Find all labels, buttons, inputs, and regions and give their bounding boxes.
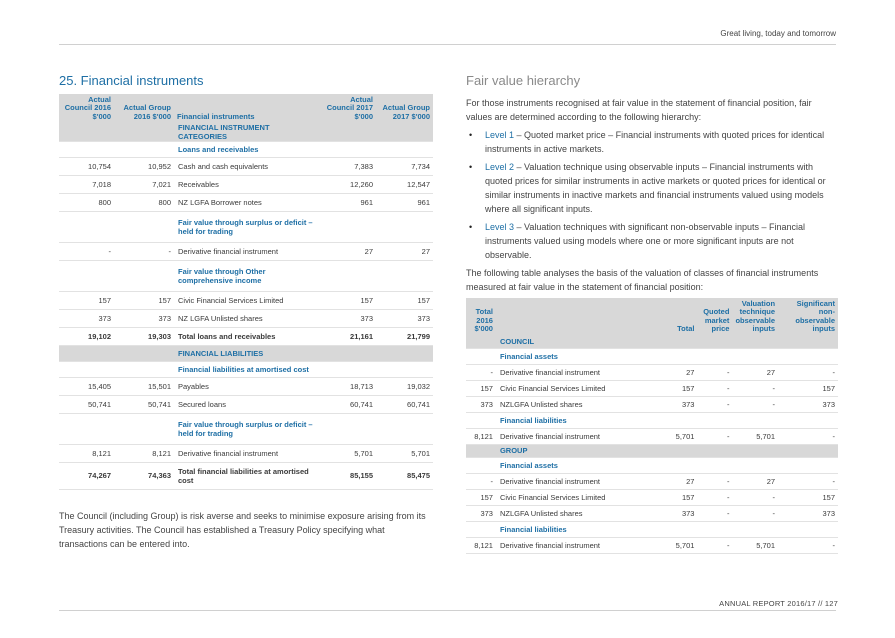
quoted-market-price-value: - bbox=[697, 489, 732, 505]
total-2016-value: 8,121 bbox=[466, 428, 496, 444]
empty-cell bbox=[114, 260, 174, 291]
subheading-label: Financial liabilities bbox=[496, 521, 666, 537]
table-row bbox=[59, 361, 433, 377]
table-row bbox=[59, 413, 433, 444]
valuation-technique-value: - bbox=[732, 505, 778, 521]
instrument-label: Total loans and receivables bbox=[174, 327, 318, 345]
table-intro: The following table analyses the basis of the valuation of classes of financial instruments measured at fair value in the statement of financial position: bbox=[466, 268, 819, 292]
table-header-row bbox=[59, 94, 433, 123]
empty-cell bbox=[466, 335, 496, 348]
valuation-technique-value: 5,701 bbox=[732, 428, 778, 444]
empty-cell bbox=[732, 335, 778, 348]
council-2017-value: 27 bbox=[318, 242, 376, 260]
empty-cell bbox=[318, 413, 376, 444]
col-header-council-2016: Actual Council 2016 $'000 bbox=[59, 94, 114, 123]
fair-value-title: Fair value hierarchy bbox=[466, 73, 581, 88]
council-2016-value: - bbox=[59, 242, 114, 260]
total-value: 5,701 bbox=[665, 537, 697, 553]
subheading-label: Financial assets bbox=[496, 348, 666, 364]
empty-cell bbox=[318, 123, 376, 142]
fair-value-table bbox=[466, 298, 838, 554]
council-2017-value: 60,741 bbox=[318, 395, 376, 413]
empty-cell bbox=[697, 444, 732, 457]
table-row bbox=[59, 377, 433, 395]
council-2017-value: 12,260 bbox=[318, 175, 376, 193]
empty-cell bbox=[466, 444, 496, 457]
empty-cell bbox=[697, 348, 732, 364]
group-2016-value: 157 bbox=[114, 291, 174, 309]
empty-cell bbox=[318, 260, 376, 291]
subheading-label: Financial assets bbox=[496, 457, 666, 473]
empty-cell bbox=[466, 457, 496, 473]
quoted-market-price-value: - bbox=[697, 396, 732, 412]
total-value: 373 bbox=[665, 396, 697, 412]
empty-cell bbox=[778, 457, 838, 473]
treasury-policy-paragraph: The Council (including Group) is risk averse and seeks to minimise exposure arising from its Treasury activities. The Council has established a Treasury Policy specifying what transactions can be entered into. bbox=[59, 511, 426, 549]
header-divider bbox=[59, 44, 836, 45]
empty-cell bbox=[376, 413, 433, 444]
instrument-label: NZLGFA Unlisted shares bbox=[496, 505, 666, 521]
non-observable-value: - bbox=[778, 364, 838, 380]
empty-cell bbox=[778, 521, 838, 537]
category-band-label: FINANCIAL LIABILITIES bbox=[174, 345, 318, 361]
non-observable-value: 373 bbox=[778, 505, 838, 521]
empty-cell bbox=[376, 361, 433, 377]
total-2016-value: 157 bbox=[466, 380, 496, 396]
table-row bbox=[466, 364, 838, 380]
total-2016-value: 373 bbox=[466, 505, 496, 521]
table-row bbox=[59, 395, 433, 413]
total-2016-value: - bbox=[466, 473, 496, 489]
table-row bbox=[466, 412, 838, 428]
empty-cell bbox=[59, 211, 114, 242]
table-row bbox=[59, 242, 433, 260]
council-2016-value: 157 bbox=[59, 291, 114, 309]
empty-cell bbox=[466, 348, 496, 364]
group-2016-value: 373 bbox=[114, 309, 174, 327]
group-2017-value: 7,734 bbox=[376, 157, 433, 175]
table-row bbox=[59, 260, 433, 291]
col-header-description bbox=[496, 298, 666, 335]
group-2017-value: 85,475 bbox=[376, 462, 433, 489]
empty-cell bbox=[318, 345, 376, 361]
total-value: 27 bbox=[665, 364, 697, 380]
instrument-label: Civic Financial Services Limited bbox=[174, 291, 318, 309]
instrument-label: Derivative financial instrument bbox=[496, 537, 666, 553]
empty-cell bbox=[114, 211, 174, 242]
empty-cell bbox=[59, 141, 114, 157]
group-2017-value: 27 bbox=[376, 242, 433, 260]
instrument-label: Derivative financial instrument bbox=[496, 473, 666, 489]
empty-cell bbox=[778, 412, 838, 428]
table-row bbox=[59, 462, 433, 489]
hierarchy-level-1 bbox=[466, 128, 838, 156]
table-row bbox=[59, 123, 433, 142]
subheading-label: Fair value through surplus or deficit – held for trading bbox=[174, 413, 318, 444]
empty-cell bbox=[59, 345, 114, 361]
footer-divider bbox=[59, 610, 836, 611]
table-row bbox=[466, 348, 838, 364]
council-2017-value: 373 bbox=[318, 309, 376, 327]
group-2017-value: 157 bbox=[376, 291, 433, 309]
group-2016-value: 19,303 bbox=[114, 327, 174, 345]
table-row bbox=[466, 444, 838, 457]
total-2016-value: 373 bbox=[466, 396, 496, 412]
valuation-technique-value: 5,701 bbox=[732, 537, 778, 553]
table-row bbox=[59, 193, 433, 211]
group-2016-value: 15,501 bbox=[114, 377, 174, 395]
group-2017-value: 21,799 bbox=[376, 327, 433, 345]
table-row bbox=[59, 309, 433, 327]
council-2016-value: 7,018 bbox=[59, 175, 114, 193]
empty-cell bbox=[665, 457, 697, 473]
council-2017-value: 7,383 bbox=[318, 157, 376, 175]
empty-cell bbox=[778, 335, 838, 348]
instrument-label: Civic Financial Services Limited bbox=[496, 380, 666, 396]
table-row bbox=[59, 157, 433, 175]
empty-cell bbox=[376, 123, 433, 142]
council-2016-value: 15,405 bbox=[59, 377, 114, 395]
table-row bbox=[466, 521, 838, 537]
council-2017-value: 961 bbox=[318, 193, 376, 211]
group-2016-value: 8,121 bbox=[114, 444, 174, 462]
quoted-market-price-value: - bbox=[697, 364, 732, 380]
group-2016-value: 50,741 bbox=[114, 395, 174, 413]
table-row bbox=[59, 175, 433, 193]
quoted-market-price-value: - bbox=[697, 537, 732, 553]
empty-cell bbox=[732, 457, 778, 473]
empty-cell bbox=[732, 521, 778, 537]
level-label: Level 1 bbox=[485, 130, 515, 140]
valuation-technique-value: - bbox=[732, 396, 778, 412]
non-observable-value: - bbox=[778, 428, 838, 444]
total-value: 5,701 bbox=[665, 428, 697, 444]
hierarchy-level-2 bbox=[466, 160, 838, 216]
council-2016-value: 74,267 bbox=[59, 462, 114, 489]
empty-cell bbox=[114, 361, 174, 377]
empty-cell bbox=[665, 348, 697, 364]
instrument-label: Derivative financial instrument bbox=[496, 364, 666, 380]
table-header-row bbox=[466, 298, 838, 335]
header-tagline: Great living, today and tomorrow bbox=[720, 29, 836, 38]
council-2016-value: 8,121 bbox=[59, 444, 114, 462]
empty-cell bbox=[778, 348, 838, 364]
group-2016-value: 74,363 bbox=[114, 462, 174, 489]
instrument-label: NZ LGFA Borrower notes bbox=[174, 193, 318, 211]
financial-instruments-table bbox=[59, 94, 433, 490]
council-2016-value: 19,102 bbox=[59, 327, 114, 345]
table-row bbox=[59, 444, 433, 462]
subheading-label: Fair value through surplus or deficit – held for trading bbox=[174, 211, 318, 242]
total-2016-value: 157 bbox=[466, 489, 496, 505]
instrument-label: NZLGFA Unlisted shares bbox=[496, 396, 666, 412]
valuation-technique-value: - bbox=[732, 489, 778, 505]
council-2017-value: 5,701 bbox=[318, 444, 376, 462]
quoted-market-price-value: - bbox=[697, 380, 732, 396]
col-header-council-2017: Actual Council 2017 $'000 bbox=[318, 94, 376, 123]
table-row bbox=[59, 141, 433, 157]
group-2016-value: - bbox=[114, 242, 174, 260]
col-header-group-2016: Actual Group 2016 $'000 bbox=[114, 94, 174, 123]
instrument-label: Derivative financial instrument bbox=[496, 428, 666, 444]
instrument-label: NZ LGFA Unlisted shares bbox=[174, 309, 318, 327]
empty-cell bbox=[114, 123, 174, 142]
non-observable-value: - bbox=[778, 537, 838, 553]
instrument-label: Receivables bbox=[174, 175, 318, 193]
empty-cell bbox=[466, 521, 496, 537]
empty-cell bbox=[466, 412, 496, 428]
table-row bbox=[466, 380, 838, 396]
empty-cell bbox=[318, 211, 376, 242]
empty-cell bbox=[697, 412, 732, 428]
level-description: – Valuation techniques with significant non-observable inputs – Financial instruments valued using models where one or more significant inputs are not observable. bbox=[485, 222, 806, 260]
council-2016-value: 373 bbox=[59, 309, 114, 327]
group-2016-value: 10,952 bbox=[114, 157, 174, 175]
council-2017-value: 21,161 bbox=[318, 327, 376, 345]
table-row bbox=[466, 457, 838, 473]
instrument-label: Civic Financial Services Limited bbox=[496, 489, 666, 505]
table-row bbox=[466, 537, 838, 553]
non-observable-value: - bbox=[778, 473, 838, 489]
table-row bbox=[466, 335, 838, 348]
col-header-total: Total bbox=[665, 298, 697, 335]
table-row bbox=[59, 211, 433, 242]
empty-cell bbox=[697, 335, 732, 348]
group-band-label: COUNCIL bbox=[496, 335, 666, 348]
empty-cell bbox=[376, 260, 433, 291]
non-observable-value: 373 bbox=[778, 396, 838, 412]
total-value: 373 bbox=[665, 505, 697, 521]
empty-cell bbox=[778, 444, 838, 457]
empty-cell bbox=[376, 211, 433, 242]
group-2017-value: 373 bbox=[376, 309, 433, 327]
group-2017-value: 12,547 bbox=[376, 175, 433, 193]
empty-cell bbox=[114, 413, 174, 444]
valuation-technique-value: 27 bbox=[732, 473, 778, 489]
group-band-label: GROUP bbox=[496, 444, 666, 457]
empty-cell bbox=[114, 345, 174, 361]
total-value: 157 bbox=[665, 489, 697, 505]
fair-value-hierarchy-section bbox=[466, 73, 838, 554]
group-2017-value: 19,032 bbox=[376, 377, 433, 395]
empty-cell bbox=[59, 260, 114, 291]
group-2016-value: 800 bbox=[114, 193, 174, 211]
group-2017-value: 5,701 bbox=[376, 444, 433, 462]
valuation-technique-value: - bbox=[732, 380, 778, 396]
level-description: – Quoted market price – Financial instruments with quoted prices for identical instruments in active markets. bbox=[485, 130, 825, 154]
empty-cell bbox=[114, 141, 174, 157]
empty-cell bbox=[665, 521, 697, 537]
empty-cell bbox=[732, 444, 778, 457]
council-2017-value: 18,713 bbox=[318, 377, 376, 395]
instrument-label: Cash and cash equivalents bbox=[174, 157, 318, 175]
col-header-valuation-technique: Valuation technique observable inputs bbox=[732, 298, 778, 335]
total-2016-value: - bbox=[466, 364, 496, 380]
col-header-non-observable: Significant non-observable inputs bbox=[778, 298, 838, 335]
level-label: Level 3 bbox=[485, 222, 515, 232]
empty-cell bbox=[697, 521, 732, 537]
table-row bbox=[59, 345, 433, 361]
instrument-label: Secured loans bbox=[174, 395, 318, 413]
council-2016-value: 10,754 bbox=[59, 157, 114, 175]
empty-cell bbox=[376, 141, 433, 157]
col-header-financial-instruments: Financial instruments bbox=[174, 94, 318, 123]
non-observable-value: 157 bbox=[778, 489, 838, 505]
quoted-market-price-value: - bbox=[697, 473, 732, 489]
empty-cell bbox=[376, 345, 433, 361]
table-row bbox=[466, 489, 838, 505]
instrument-label: Total financial liabilities at amortised cost bbox=[174, 462, 318, 489]
hierarchy-intro: For those instruments recognised at fair value in the statement of financial position, fair values are determined according to the following hierarchy: bbox=[466, 98, 812, 122]
subheading-label: Financial liabilities bbox=[496, 412, 666, 428]
level-description: – Valuation technique using observable inputs – Financial instruments with quoted prices for similar instruments in active markets or quoted prices for identical or similar instruments in inactive markets and financial instruments valued using models where all significant inputs. bbox=[485, 162, 826, 214]
group-2016-value: 7,021 bbox=[114, 175, 174, 193]
council-2016-value: 800 bbox=[59, 193, 114, 211]
financial-instruments-section bbox=[59, 73, 433, 490]
total-value: 27 bbox=[665, 473, 697, 489]
table-row bbox=[466, 505, 838, 521]
group-2017-value: 961 bbox=[376, 193, 433, 211]
empty-cell bbox=[318, 141, 376, 157]
empty-cell bbox=[665, 335, 697, 348]
quoted-market-price-value: - bbox=[697, 428, 732, 444]
group-2017-value: 60,741 bbox=[376, 395, 433, 413]
table-row bbox=[59, 327, 433, 345]
empty-cell bbox=[59, 123, 114, 142]
instrument-label: Derivative financial instrument bbox=[174, 242, 318, 260]
empty-cell bbox=[732, 412, 778, 428]
empty-cell bbox=[59, 361, 114, 377]
subheading-label: Loans and receivables bbox=[174, 141, 318, 157]
col-header-total-2016: Total 2016 $'000 bbox=[466, 298, 496, 335]
table-row bbox=[59, 291, 433, 309]
total-2016-value: 8,121 bbox=[466, 537, 496, 553]
non-observable-value: 157 bbox=[778, 380, 838, 396]
empty-cell bbox=[318, 361, 376, 377]
category-band-label: FINANCIAL INSTRUMENT CATEGORIES bbox=[174, 123, 318, 142]
empty-cell bbox=[59, 413, 114, 444]
subheading-label: Financial liabilities at amortised cost bbox=[174, 361, 318, 377]
instrument-label: Payables bbox=[174, 377, 318, 395]
table-row bbox=[466, 428, 838, 444]
subheading-label: Fair value through Other comprehensive income bbox=[174, 260, 318, 291]
empty-cell bbox=[665, 412, 697, 428]
instrument-label: Derivative financial instrument bbox=[174, 444, 318, 462]
council-2016-value: 50,741 bbox=[59, 395, 114, 413]
total-value: 157 bbox=[665, 380, 697, 396]
col-header-quoted-market-price: Quoted market price bbox=[697, 298, 732, 335]
hierarchy-level-3 bbox=[466, 220, 838, 262]
council-2017-value: 157 bbox=[318, 291, 376, 309]
section-title: 25. Financial instruments bbox=[59, 73, 204, 88]
council-2017-value: 85,155 bbox=[318, 462, 376, 489]
hierarchy-levels-list bbox=[466, 128, 838, 262]
footer-page-label: ANNUAL REPORT 2016/17 // 127 bbox=[719, 599, 838, 608]
quoted-market-price-value: - bbox=[697, 505, 732, 521]
empty-cell bbox=[665, 444, 697, 457]
empty-cell bbox=[732, 348, 778, 364]
level-label: Level 2 bbox=[485, 162, 515, 172]
table-row bbox=[466, 396, 838, 412]
col-header-group-2017: Actual Group 2017 $'000 bbox=[376, 94, 433, 123]
valuation-technique-value: 27 bbox=[732, 364, 778, 380]
empty-cell bbox=[697, 457, 732, 473]
table-row bbox=[466, 473, 838, 489]
